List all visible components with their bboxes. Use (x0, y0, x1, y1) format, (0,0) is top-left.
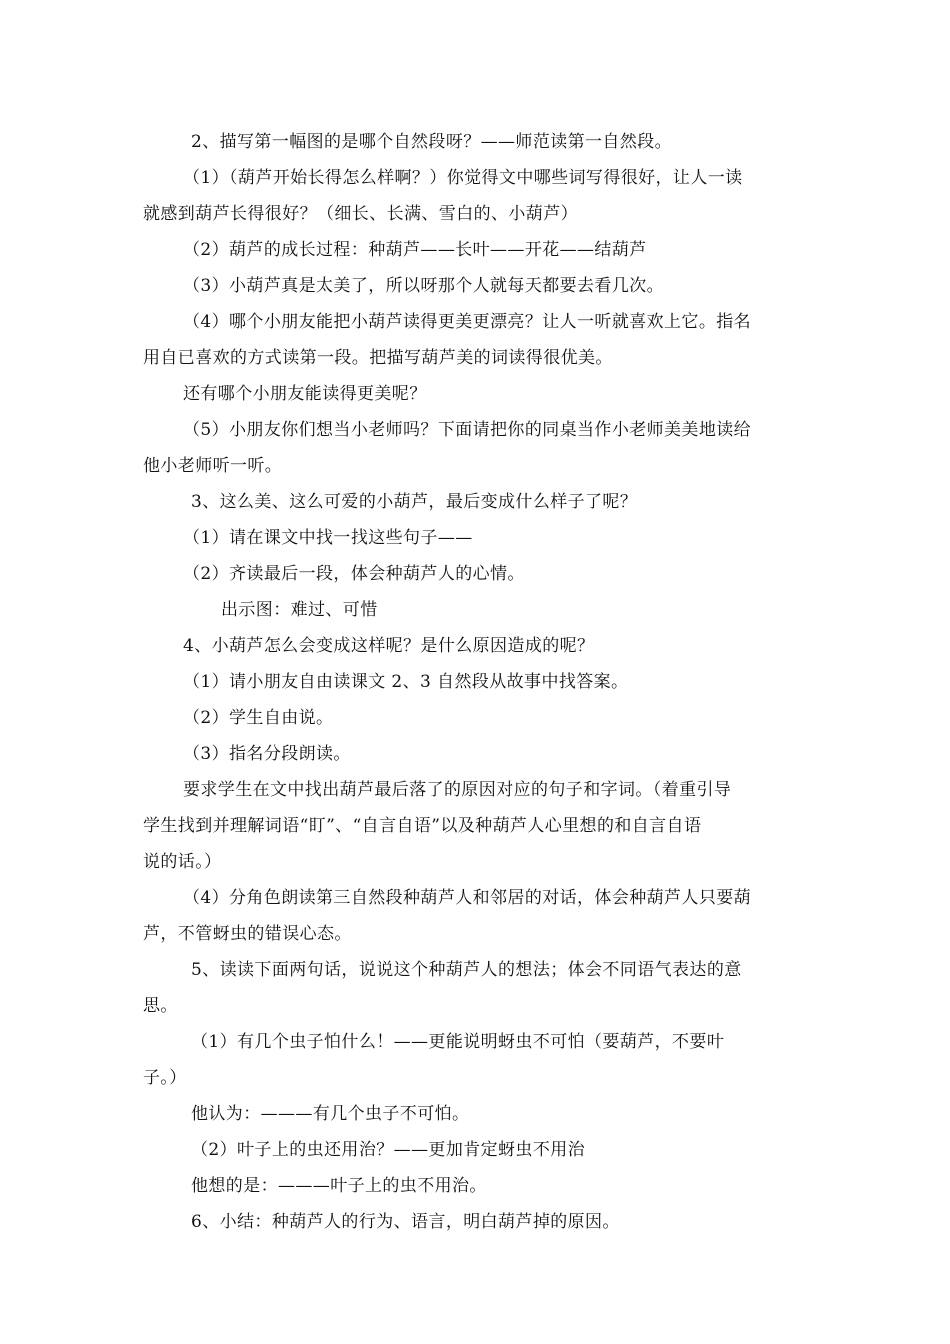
text-line: 6、小结：种葫芦人的行为、语言，明白葫芦掉的原因。 (191, 1212, 620, 1232)
text-line: （5）小朋友你们想当小老师吗？下面请把你的同桌当作小老师美美地读给 (183, 420, 752, 440)
text-line: 要求学生在文中找出葫芦最后落了的原因对应的句子和字词。（着重引导 (183, 780, 732, 800)
text-line: （2）葫芦的成长过程：种葫芦——长叶——开花——结葫芦 (183, 240, 647, 260)
text-line: 出示图：难过、可惜 (221, 600, 378, 620)
text-line: （1）请小朋友自由读课文 2、3 自然段从故事中找答案。 (183, 672, 629, 692)
text-line: 他小老师听一听。 (143, 456, 283, 476)
text-line: 说的话。） (143, 852, 222, 872)
text-line: 还有哪个小朋友能读得更美呢？ (183, 384, 427, 404)
text-line: 学生找到并理解词语“盯”、“自言自语”以及种葫芦人心里想的和自言自语 (143, 816, 702, 836)
text-line: 4、小葫芦怎么会变成这样呢？是什么原因造成的呢？ (183, 636, 595, 656)
text-line: 他想的是：———叶子上的虫不用治。 (191, 1176, 487, 1196)
text-line: （3）小葫芦真是太美了，所以呀那个人就每天都要去看几次。 (183, 276, 665, 296)
text-line: 就感到葫芦长得很好？（细长、长满、雪白的、小葫芦） (143, 204, 578, 224)
text-line: 他认为：———有几个虫子不可怕。 (191, 1104, 470, 1124)
text-line: 2、描写第一幅图的是哪个自然段呀？——师范读第一自然段。 (191, 132, 673, 152)
text-line: 5、读读下面两句话，说说这个种葫芦人的想法；体会不同语气表达的意 (191, 960, 742, 980)
text-line: 芦，不管蚜虫的错误心态。 (143, 924, 352, 944)
text-line: （2）齐读最后一段，体会种葫芦人的心情。 (183, 564, 525, 584)
text-line: （4）哪个小朋友能把小葫芦读得更美更漂亮？让人一听就喜欢上它。指名 (183, 312, 752, 332)
text-line: （3）指名分段朗读。 (183, 744, 351, 764)
text-line: （4）分角色朗读第三自然段种葫芦人和邻居的对话，体会种葫芦人只要葫 (183, 888, 752, 908)
text-line: 思。 (143, 996, 178, 1016)
text-line: （2）学生自由说。 (183, 708, 334, 728)
text-line: （1）有几个虫子怕什么！——更能说明蚜虫不可怕（要葫芦，不要叶 (191, 1032, 725, 1052)
text-line: （2）叶子上的虫还用治？——更加肯定蚜虫不用治 (191, 1140, 586, 1160)
text-line: 子。） (143, 1068, 187, 1088)
text-line: 3、这么美、这么可爱的小葫芦，最后变成什么样子了呢？ (191, 492, 638, 512)
text-line: （1）（葫芦开始长得怎么样啊？）你觉得文中哪些词写得很好，让人一读 (183, 168, 743, 188)
text-line: 用自已喜欢的方式读第一段。把描写葫芦美的词读得很优美。 (143, 348, 613, 368)
text-line: （1）请在课文中找一找这些句子—— (183, 528, 473, 548)
